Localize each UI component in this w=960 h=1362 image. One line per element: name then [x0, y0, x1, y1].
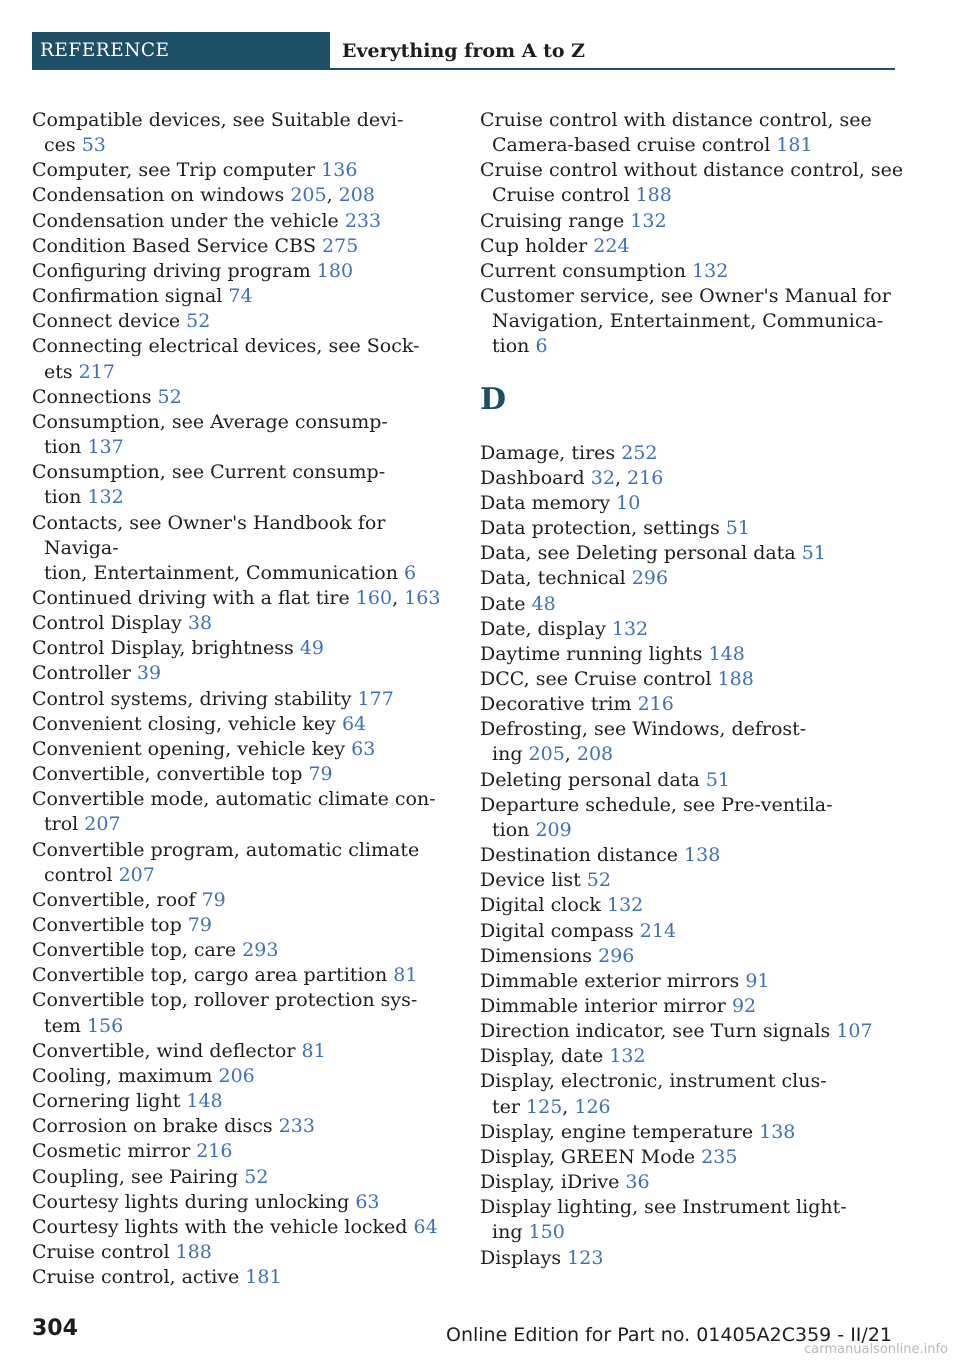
- index-entry-text: Dimensions: [480, 944, 599, 967]
- index-entry: [32, 1064, 452, 1089]
- index-entry: [480, 1019, 910, 1044]
- index-entry: [32, 1165, 452, 1190]
- page-reference-link[interactable]: 148: [186, 1090, 223, 1113]
- page-reference-link[interactable]: 132: [630, 209, 667, 232]
- index-entry-text: ing: [492, 1221, 529, 1244]
- page-reference-link[interactable]: 217: [78, 360, 115, 383]
- index-entry: [480, 516, 910, 541]
- index-entry-text: tion, Entertainment, Communication: [44, 561, 404, 584]
- index-entry: [480, 1195, 910, 1245]
- index-entry: [480, 843, 910, 868]
- page-reference-link[interactable]: 132: [609, 1045, 646, 1068]
- page-reference-link[interactable]: 207: [118, 863, 155, 886]
- index-entry: [32, 988, 452, 1038]
- index-entry-text: Corrosion on brake discs: [32, 1115, 279, 1138]
- index-entry-text: Navigation, Entertainment, Communica-: [492, 310, 884, 333]
- page-reference-link[interactable]: 48: [531, 592, 556, 615]
- index-entry: [32, 611, 452, 636]
- page-reference-link[interactable]: 38: [187, 612, 213, 635]
- page-reference-link[interactable]: 138: [759, 1120, 796, 1143]
- index-entry-text: Convertible, roof: [32, 888, 202, 911]
- index-entry-text: Display, GREEN Mode: [480, 1145, 702, 1168]
- index-entry-text: Consumption, see Current consump-: [32, 461, 386, 484]
- index-entry-text: trol: [44, 813, 85, 836]
- index-entry-text: Camera-based cruise control: [492, 134, 777, 157]
- index-entry-text: Date: [480, 592, 532, 615]
- page-reference-link[interactable]: 36: [625, 1171, 650, 1194]
- page-reference-link[interactable]: 216: [627, 466, 664, 489]
- index-entry: [480, 868, 910, 893]
- page-reference-link[interactable]: 216: [637, 693, 674, 716]
- index-entry-text: Display, date: [480, 1045, 610, 1068]
- index-entry-text: Cruising range: [480, 209, 631, 232]
- index-entry: [480, 893, 910, 918]
- index-entry: [480, 441, 910, 466]
- index-entry-text: Confirmation signal: [32, 285, 229, 308]
- page-reference-link[interactable]: 39: [136, 662, 162, 685]
- index-entry: [480, 259, 910, 284]
- page-reference-link[interactable]: 214: [639, 919, 677, 942]
- index-entry: [480, 234, 910, 259]
- page-reference-link[interactable]: 74: [228, 285, 253, 308]
- index-entry-text: Damage, tires: [480, 441, 622, 464]
- page-reference-link[interactable]: 208: [576, 743, 614, 766]
- index-entry-text: DCC, see Cruise control: [480, 667, 718, 690]
- page-reference-link[interactable]: 181: [776, 134, 813, 157]
- index-entry: [32, 385, 452, 410]
- index-entry: [480, 969, 910, 994]
- page-reference-link[interactable]: 125: [526, 1095, 563, 1118]
- index-entry: [32, 787, 452, 837]
- page-reference-link[interactable]: 32: [590, 466, 615, 489]
- page-reference-link[interactable]: 163: [404, 586, 441, 609]
- page-reference-link[interactable]: 206: [218, 1064, 255, 1087]
- page-reference-link[interactable]: 252: [621, 441, 658, 464]
- index-entry: Continued driving with a flat tire 160, 163: [32, 586, 441, 609]
- index-entry: [32, 1139, 452, 1164]
- page-reference-link[interactable]: 92: [731, 995, 757, 1017]
- index-entry: Dashboard 32, 216: [480, 466, 664, 489]
- page-number: 304: [32, 1316, 78, 1341]
- page-reference-link[interactable]: 126: [574, 1095, 611, 1118]
- index-entry-text: ing: [492, 743, 529, 766]
- page-reference-link[interactable]: 10: [616, 491, 641, 514]
- page-reference-link[interactable]: 64: [413, 1215, 438, 1238]
- page-reference-link[interactable]: 188: [635, 184, 672, 207]
- index-entry-text: Convertible top, cargo area partition: [32, 964, 394, 987]
- index-entry: [480, 1246, 910, 1271]
- index-entry-text: Data protection, settings: [480, 517, 726, 540]
- index-entry-text: Coupling, see Pairing: [32, 1165, 245, 1188]
- index-entry-text: ter: [492, 1095, 527, 1118]
- page-reference-link[interactable]: 123: [567, 1246, 604, 1269]
- index-entry-text: Compatible devices, see Suitable devi-: [32, 109, 404, 131]
- index-entry: [480, 158, 910, 208]
- index-entry-text: Convertible top, care: [32, 939, 243, 962]
- page-reference-link[interactable]: 160: [355, 586, 393, 609]
- index-entry: [32, 712, 452, 737]
- index-group-d: [480, 441, 910, 1271]
- index-entry-text: Convertible, wind deflector: [32, 1039, 302, 1062]
- index-entry-text: Courtesy lights with the vehicle locked: [32, 1215, 414, 1238]
- page-reference-link[interactable]: 208: [338, 184, 375, 207]
- index-entry-text: Convertible mode, automatic climate con-: [32, 788, 436, 811]
- index-entry-text: Courtesy lights during unlocking: [32, 1190, 356, 1213]
- page-reference-link[interactable]: 52: [244, 1165, 269, 1188]
- page-header: [32, 32, 895, 70]
- index-entry: [480, 566, 910, 591]
- index-entry-text: Data, see Deleting personal data: [480, 542, 802, 565]
- index-entry-text: ets: [44, 360, 79, 383]
- index-entry: [480, 108, 910, 158]
- index-entry-text: ces: [44, 134, 82, 157]
- index-entry: [480, 209, 910, 234]
- page-reference-link[interactable]: 181: [245, 1266, 282, 1289]
- index-entry-text: Convertible top, rollover protection sys-: [32, 989, 418, 1012]
- index-entry-text: Cruise control: [492, 184, 636, 207]
- index-entry: [32, 158, 452, 183]
- index-entry-text: Connecting electrical devices, see Sock-: [32, 335, 420, 358]
- index-entry-text: Convertible program, automatic climate: [32, 838, 420, 861]
- page-reference-link[interactable]: 91: [745, 969, 770, 992]
- index-entry-text: Display, engine temperature: [480, 1120, 760, 1143]
- index-entry-text: Digital clock: [480, 894, 607, 917]
- page-reference-link[interactable]: 132: [606, 894, 644, 917]
- index-entry: [480, 919, 910, 944]
- index-entry: [32, 410, 452, 460]
- index-entry: [480, 768, 910, 793]
- index-entry-text: Condition Based Service CBS: [32, 234, 323, 257]
- page-reference-link[interactable]: 6: [535, 335, 548, 358]
- index-entry: [32, 209, 452, 234]
- index-entry-text: tion: [44, 486, 88, 509]
- index-entry: [32, 838, 452, 888]
- index-entry-text: control: [44, 863, 119, 886]
- index-entry: [32, 1240, 452, 1265]
- index-entry-text: Dimmable interior mirror: [480, 995, 732, 1017]
- index-group-c-continued: [480, 108, 910, 360]
- index-entry-text: Control Display, brightness: [32, 637, 300, 660]
- page-reference-link[interactable]: 275: [322, 234, 359, 257]
- page-reference-link[interactable]: 148: [708, 642, 745, 665]
- index-entry-text: Convenient opening, vehicle key: [32, 737, 352, 760]
- page-reference-link[interactable]: 296: [631, 567, 669, 590]
- index-entry-text: Displays: [480, 1246, 568, 1269]
- index-entry-text: Cornering light: [32, 1090, 187, 1113]
- index-entry-text: Convertible top: [32, 914, 188, 936]
- index-entry: [32, 888, 452, 913]
- index-entry: [32, 309, 452, 334]
- index-entry-text: Control Display: [32, 612, 188, 635]
- index-entry: [32, 687, 452, 712]
- page-reference-link[interactable]: 138: [684, 844, 721, 867]
- index-entry: [480, 1145, 910, 1170]
- index-entry: [32, 259, 452, 284]
- index-entry-text: Condensation under the vehicle: [32, 209, 345, 232]
- page-reference-link[interactable]: 150: [528, 1221, 565, 1244]
- index-entry-text: Configuring driving program: [32, 259, 317, 282]
- index-entry: [480, 592, 910, 617]
- index-entry: [32, 661, 452, 686]
- page-reference-link[interactable]: 180: [316, 259, 354, 282]
- index-entry-text: Display, iDrive: [480, 1171, 626, 1194]
- index-entry-text: Departure schedule, see Pre-ventila-: [480, 793, 833, 816]
- index-entry-text: Defrosting, see Windows, defrost-: [480, 718, 807, 741]
- index-entry: [32, 1114, 452, 1139]
- index-entry-text: Control systems, driving stability: [32, 687, 358, 710]
- page-reference-link[interactable]: 177: [357, 687, 394, 710]
- index-entry-text: Cooling, maximum: [32, 1064, 219, 1087]
- index-column-right: [480, 108, 910, 1271]
- page-reference-link[interactable]: 81: [393, 964, 418, 987]
- page-reference-link[interactable]: 132: [692, 259, 729, 282]
- index-entry-text: tion: [492, 818, 536, 841]
- page-reference-link[interactable]: 136: [321, 159, 358, 182]
- index-entry: [480, 1170, 910, 1195]
- index-entry: [480, 692, 910, 717]
- index-entry-text: Data memory: [480, 491, 617, 514]
- page-reference-link[interactable]: 107: [836, 1020, 873, 1043]
- section-label: REFERENCE: [32, 32, 330, 70]
- index-entry: [480, 667, 910, 692]
- index-entry-text: Controller: [32, 662, 137, 685]
- page-reference-link[interactable]: 137: [87, 436, 124, 459]
- page-reference-link[interactable]: 51: [725, 517, 750, 540]
- page-reference-link[interactable]: 132: [611, 617, 649, 640]
- page-reference-link[interactable]: 205: [528, 743, 565, 766]
- index-entry: [32, 913, 452, 938]
- page-reference-link[interactable]: 63: [355, 1190, 380, 1213]
- page-reference-link[interactable]: 79: [201, 888, 226, 911]
- index-entry-text: Display lighting, see Instrument light-: [480, 1196, 847, 1219]
- index-entry-text: Consumption, see Average consump-: [32, 410, 388, 433]
- watermark: carmanualsonline.info: [804, 1342, 948, 1357]
- index-entry-text: Cup holder: [480, 234, 594, 257]
- page-reference-link[interactable]: 132: [87, 486, 124, 509]
- page-reference-link[interactable]: 205: [290, 184, 327, 207]
- index-entry: [32, 762, 452, 787]
- index-entry: [32, 1215, 452, 1240]
- index-entry: [32, 636, 452, 661]
- page-reference-link[interactable]: 52: [586, 869, 611, 892]
- index-entry-text: tion: [44, 436, 88, 459]
- page-reference-link[interactable]: 209: [535, 818, 572, 841]
- index-entry: [32, 460, 452, 510]
- index-entry-text: Cruise control without distance control, see: [480, 159, 904, 182]
- index-entry: [480, 994, 910, 1019]
- index-entry: [32, 938, 452, 963]
- page-reference-link[interactable]: 156: [86, 1014, 124, 1037]
- index-entry-text: Convenient closing, vehicle key: [32, 712, 342, 735]
- index-entry: [32, 234, 452, 259]
- page-reference-link[interactable]: 224: [593, 234, 630, 257]
- page-reference-link[interactable]: 51: [705, 768, 730, 791]
- index-entry-text: Computer, see Trip computer: [32, 159, 322, 182]
- index-entry-text: Cruise control, active: [32, 1266, 246, 1289]
- index-entry-text: tion: [492, 335, 536, 358]
- page-reference-link[interactable]: 188: [175, 1241, 212, 1264]
- index-entry-text: Cruise control with distance control, see: [480, 109, 872, 131]
- index-entry: [32, 1089, 452, 1114]
- index-entry: [32, 1265, 452, 1290]
- index-entry-text: Current consumption: [480, 259, 693, 282]
- index-entry: [32, 737, 452, 762]
- index-entry-text: Continued driving with a flat tire: [32, 586, 356, 609]
- index-entry-text: tem: [44, 1014, 87, 1037]
- page-reference-link[interactable]: 53: [81, 134, 106, 157]
- index-entry-text: Customer service, see Owner's Manual for: [480, 285, 891, 308]
- index-entry-text: Deleting personal data: [480, 768, 706, 791]
- index-entry-text: Condensation on windows: [32, 184, 291, 207]
- index-entry: [480, 284, 910, 359]
- index-entry: [480, 491, 910, 516]
- index-entry-text: Connections: [32, 385, 158, 408]
- page-reference-link[interactable]: 51: [801, 542, 826, 565]
- page-reference-link[interactable]: 79: [187, 914, 212, 936]
- index-entry-text: Dimmable exterior mirrors: [480, 969, 746, 992]
- index-entry: Condensation on windows 205, 208: [32, 184, 375, 207]
- index-entry: [480, 1044, 910, 1069]
- page-reference-link[interactable]: 216: [196, 1140, 233, 1163]
- index-entry-text: Display, electronic, instrument clus-: [480, 1070, 827, 1093]
- index-letter-heading: D: [480, 381, 507, 417]
- page-reference-link[interactable]: 188: [717, 667, 754, 690]
- page-reference-link[interactable]: 52: [157, 385, 182, 408]
- index-entry-text: Convertible, convertible top: [32, 763, 309, 786]
- index-entry: Defrosting, see Windows, defrost- ing 205, 208: [480, 718, 807, 766]
- index-entry-text: Device list: [480, 869, 587, 892]
- index-entry: [32, 284, 452, 309]
- index-entry: [480, 617, 910, 642]
- index-entry: [480, 642, 910, 667]
- index-entry: [480, 541, 910, 566]
- index-entry: [32, 108, 452, 158]
- index-entry: [480, 793, 910, 843]
- footer-edition: Online Edition for Part no. 01405A2C359 - II/21: [445, 1324, 892, 1346]
- page-reference-link[interactable]: 207: [84, 813, 121, 836]
- index-column-left: [32, 108, 452, 1290]
- index-entry: [480, 1120, 910, 1145]
- index-entry-text: Destination distance: [480, 844, 685, 867]
- page-reference-link[interactable]: 6: [403, 561, 417, 584]
- index-entry: [32, 1190, 452, 1215]
- index-entry: [32, 334, 452, 384]
- index-entry: [32, 511, 452, 586]
- page-reference-link[interactable]: 64: [341, 712, 367, 735]
- page-reference-link[interactable]: 293: [242, 939, 279, 962]
- page-reference-link[interactable]: 233: [344, 209, 382, 232]
- page-reference-link[interactable]: 296: [598, 944, 635, 967]
- page-reference-link[interactable]: 49: [299, 637, 324, 660]
- index-entry-text: Dashboard: [480, 466, 591, 489]
- index-entry-text: Cosmetic mirror: [32, 1140, 197, 1163]
- page-reference-link[interactable]: 52: [186, 310, 211, 333]
- index-entry-text: Date, display: [480, 617, 612, 640]
- index-entry: [32, 963, 452, 988]
- page-reference-link[interactable]: 81: [301, 1039, 326, 1062]
- index-entry-text: Direction indicator, see Turn signals: [480, 1020, 837, 1043]
- page-reference-link[interactable]: 63: [351, 737, 376, 760]
- page-reference-link[interactable]: 79: [308, 763, 333, 786]
- index-entry-text: Digital compass: [480, 919, 640, 942]
- index-entry-text: Cruise control: [32, 1241, 176, 1264]
- index-entry: [32, 1039, 452, 1064]
- index-entry-text: Decorative trim: [480, 693, 638, 716]
- index-entry-text: Connect device: [32, 310, 187, 333]
- index-entry-text: Contacts, see Owner's Handbook for Naviga-: [32, 511, 392, 559]
- page-reference-link[interactable]: 235: [701, 1145, 738, 1168]
- index-entry-text: Daytime running lights: [480, 642, 709, 665]
- chapter-title: Everything from A to Z: [330, 32, 895, 70]
- index-entry: Display, electronic, instrument clus- ter 125, 126: [480, 1070, 827, 1118]
- index-entry: [480, 944, 910, 969]
- page-reference-link[interactable]: 233: [278, 1115, 315, 1138]
- index-entry-text: Data, technical: [480, 567, 632, 590]
